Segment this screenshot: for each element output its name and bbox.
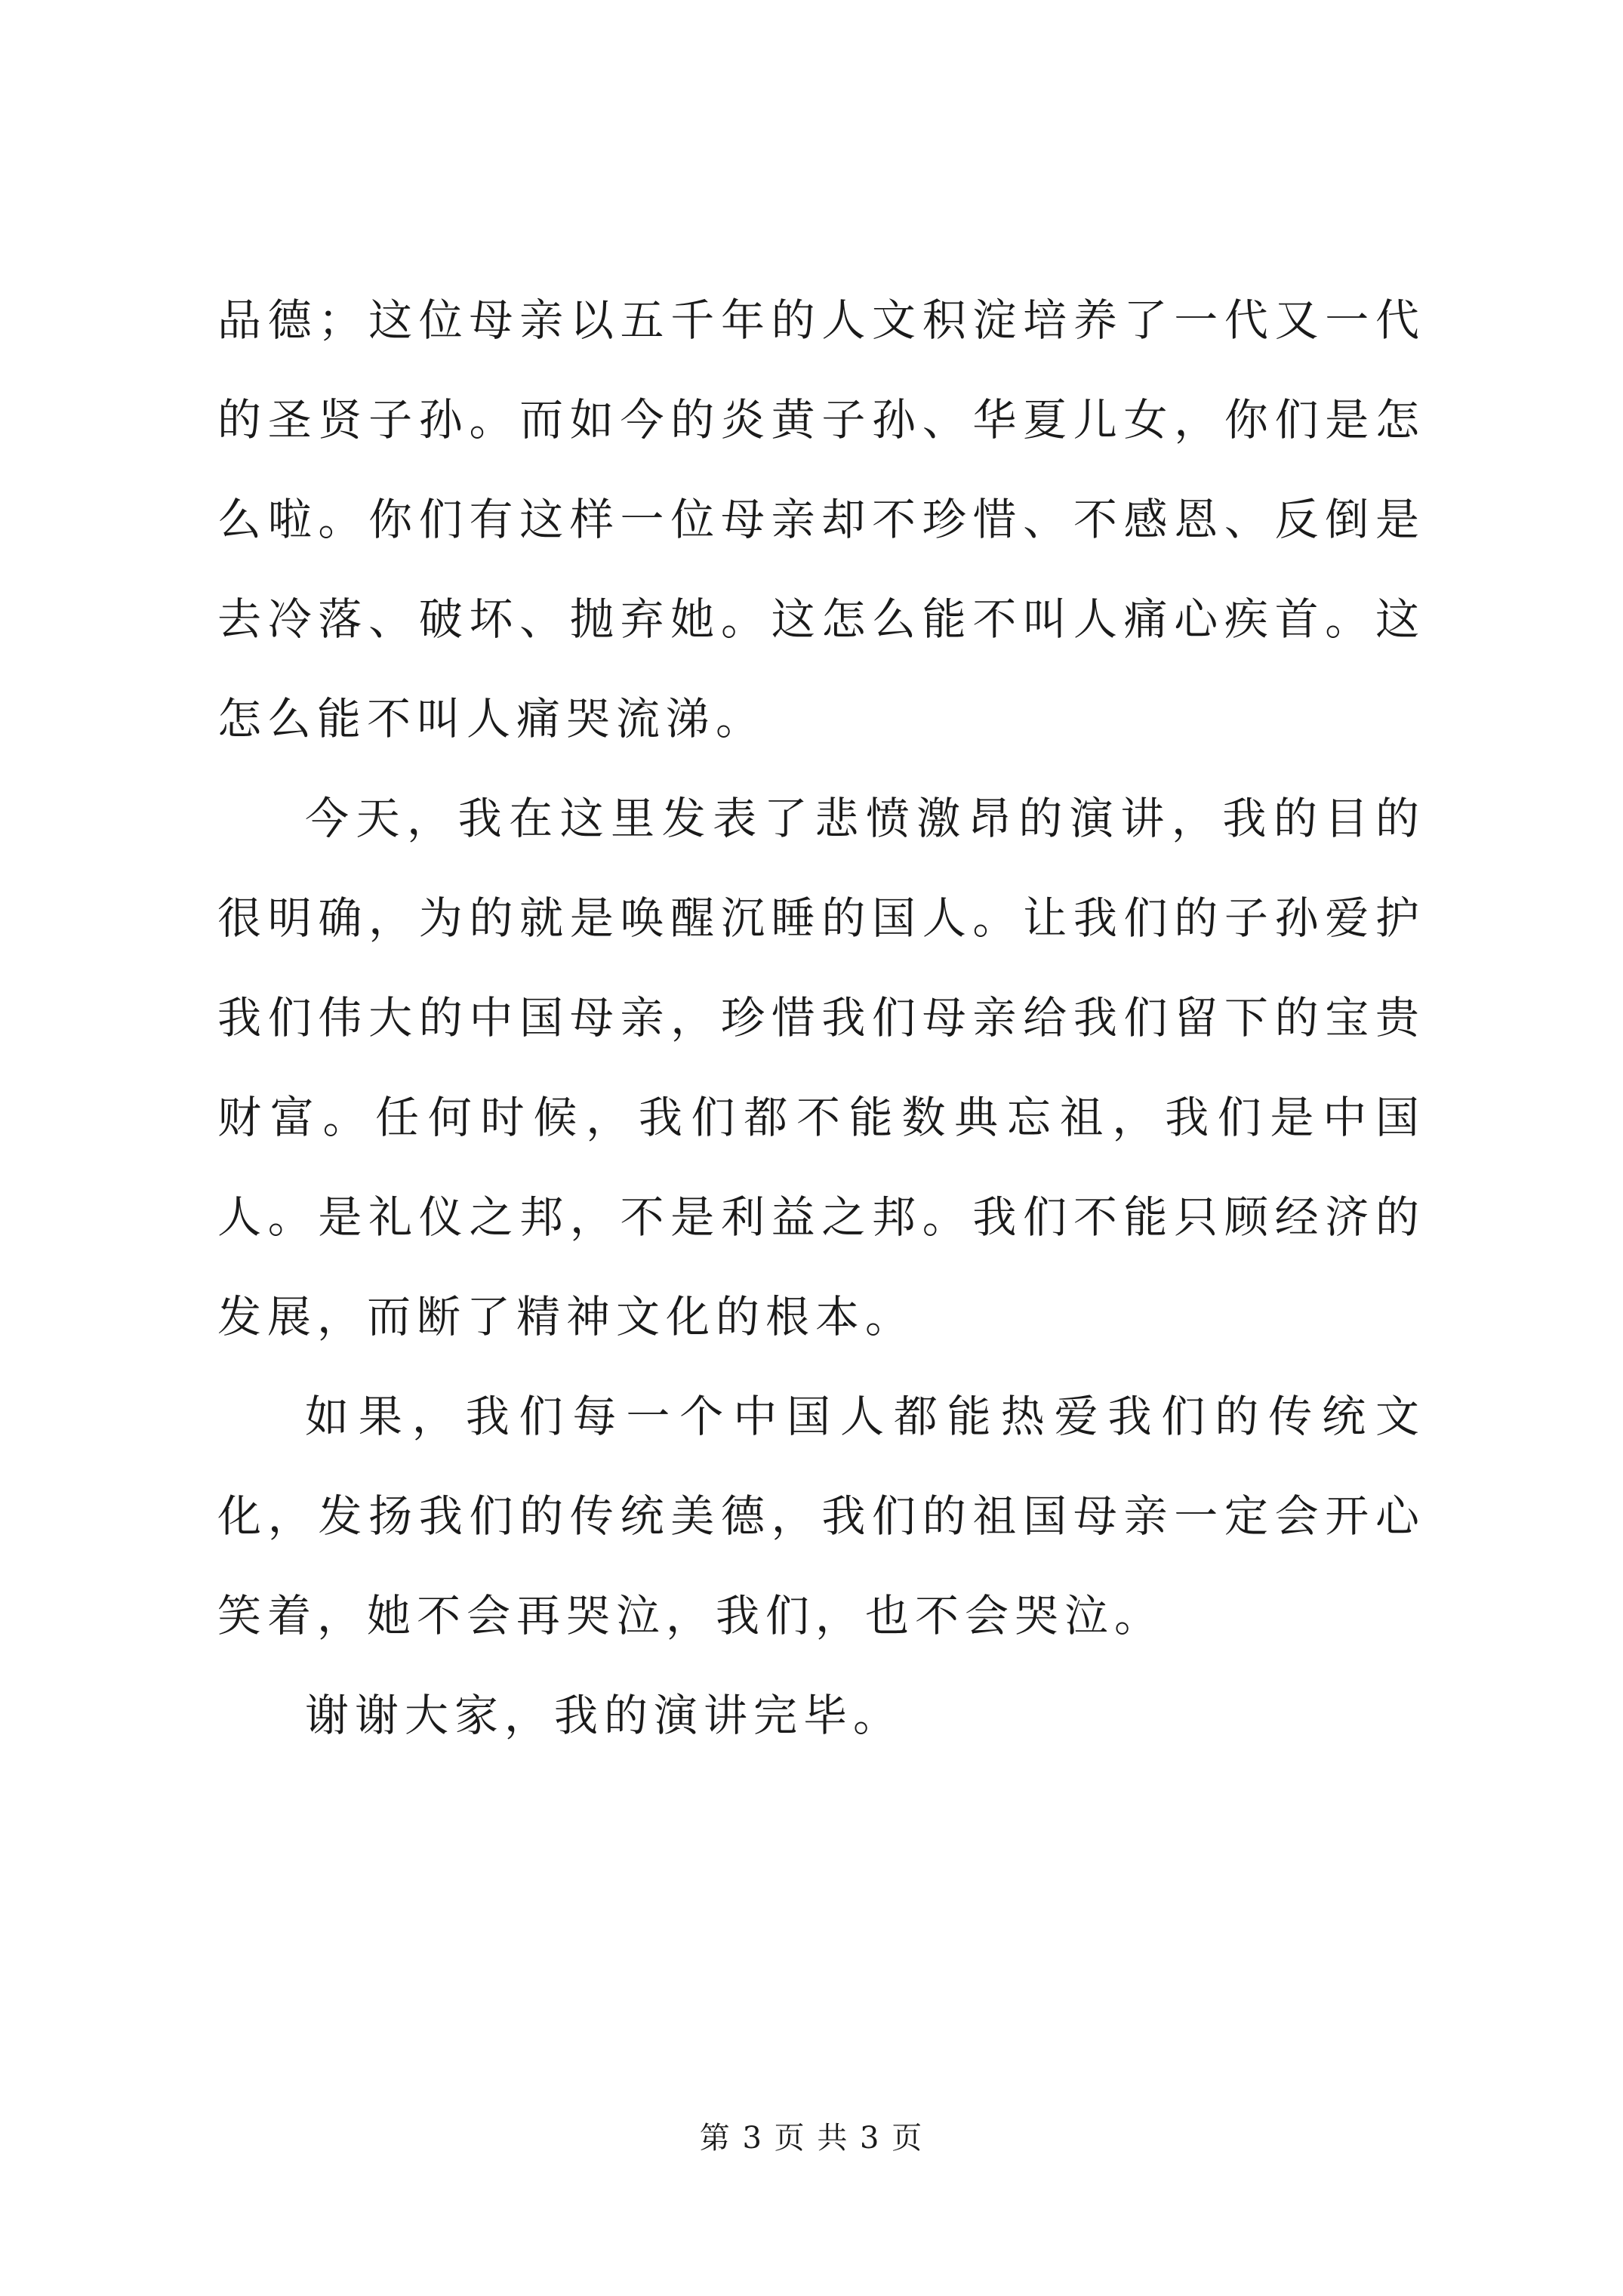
- page-footer: 第 3 页 共 3 页: [699, 2121, 924, 2156]
- paragraph-closing-thanks: 谢谢大家，我的演讲完毕。: [305, 1690, 904, 1741]
- document-body: [217, 270, 1425, 1765]
- paragraph-continued: 品德；这位母亲以五千年的人文积淀培养了一代又一代的圣贤子孙。而如今的炎黄子孙、华夏儿女，你们是怎么啦。你们有这样一位母亲却不珍惜、不感恩、反倒是去冷落、破坏、抛弃她。这怎么能不叫人痛心疾首。这怎么能不叫人痛哭流涕。: [217, 294, 1425, 744]
- paragraph-today-speech: 今天，我在这里发表了悲愤激昂的演讲，我的目的很明确，为的就是唤醒沉睡的国人。让我们的子孙爱护我们伟大的中国母亲，珍惜我们母亲给我们留下的宝贵财富。任何时候，我们都不能数典忘祖，我们是中国人。是礼仪之邦，不是利益之邦。我们不能只顾经济的发展，而断了精神文化的根本。: [217, 793, 1425, 1342]
- paragraph-if-love-culture: 如果，我们每一个中国人都能热爱我们的传统文化，发扬我们的传统美德，我们的祖国母亲一定会开心笑着，她不会再哭泣，我们，也不会哭泣。: [217, 1391, 1425, 1641]
